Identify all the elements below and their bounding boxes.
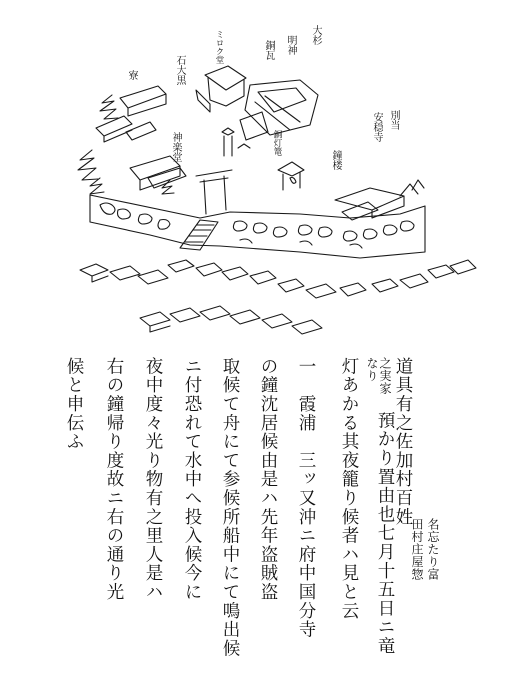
text-col2: 預かり置由也七月十五日ニ竜 [375,411,395,656]
note-col3: なり [365,357,379,382]
label-doutourou: 銅灯篭 [272,130,282,156]
text-col5: の鐘沈居候由是ハ先年盗賊盗 [258,357,278,602]
label-ishi-daikoku: 石大黒 [174,55,185,85]
label-betto: 別当 [388,110,399,130]
note-col2: 之実家 [378,357,392,395]
text-col9: 右の鐘帰り度故ニ右の通り光 [104,357,124,602]
text-col10: 候と申伝ふ [64,357,84,451]
label-tera: 寮 [126,70,137,80]
village-houses-row1 [80,260,476,298]
label-dogawara: 銅瓦 [263,40,274,60]
label-shourou: 鐘楼 [330,150,341,170]
torii-gate [196,170,232,214]
bell-tower [278,162,304,190]
trees-left [78,95,174,194]
anonji-temple-buildings [335,180,424,220]
label-kaguradou: 神楽堂 [170,132,181,162]
text-col8: 夜中度々光り物有之里人是ハ [143,357,163,602]
stone-wall [90,195,425,258]
text-col1: 道具有之佐加村百姓 [393,357,413,527]
label-osugi: 大杉 [310,25,321,45]
text-col4: 一 霞浦 三ッ又沖ニ府中国分寺 [296,357,316,639]
label-myojin: 明神 [285,35,296,55]
label-annonji: 安穏寺 [371,112,382,142]
text-col3: 灯あかる其夜籠り候者ハ見と云 [339,357,359,621]
note-col1b: 田村庄屋惣 [410,518,424,581]
label-mirokudo: ミロク堂 [214,30,224,64]
text-col7: ニ付恐れて水中へ投入候今に [182,357,202,602]
note-col1a: 名忘たり富 [426,518,440,581]
village-houses-row2 [140,306,322,334]
text-col6: 取候て舟にて参候所船中にて鳴出候 [220,357,240,658]
miroku-do-building [196,66,246,112]
bronze-lantern [222,128,250,156]
